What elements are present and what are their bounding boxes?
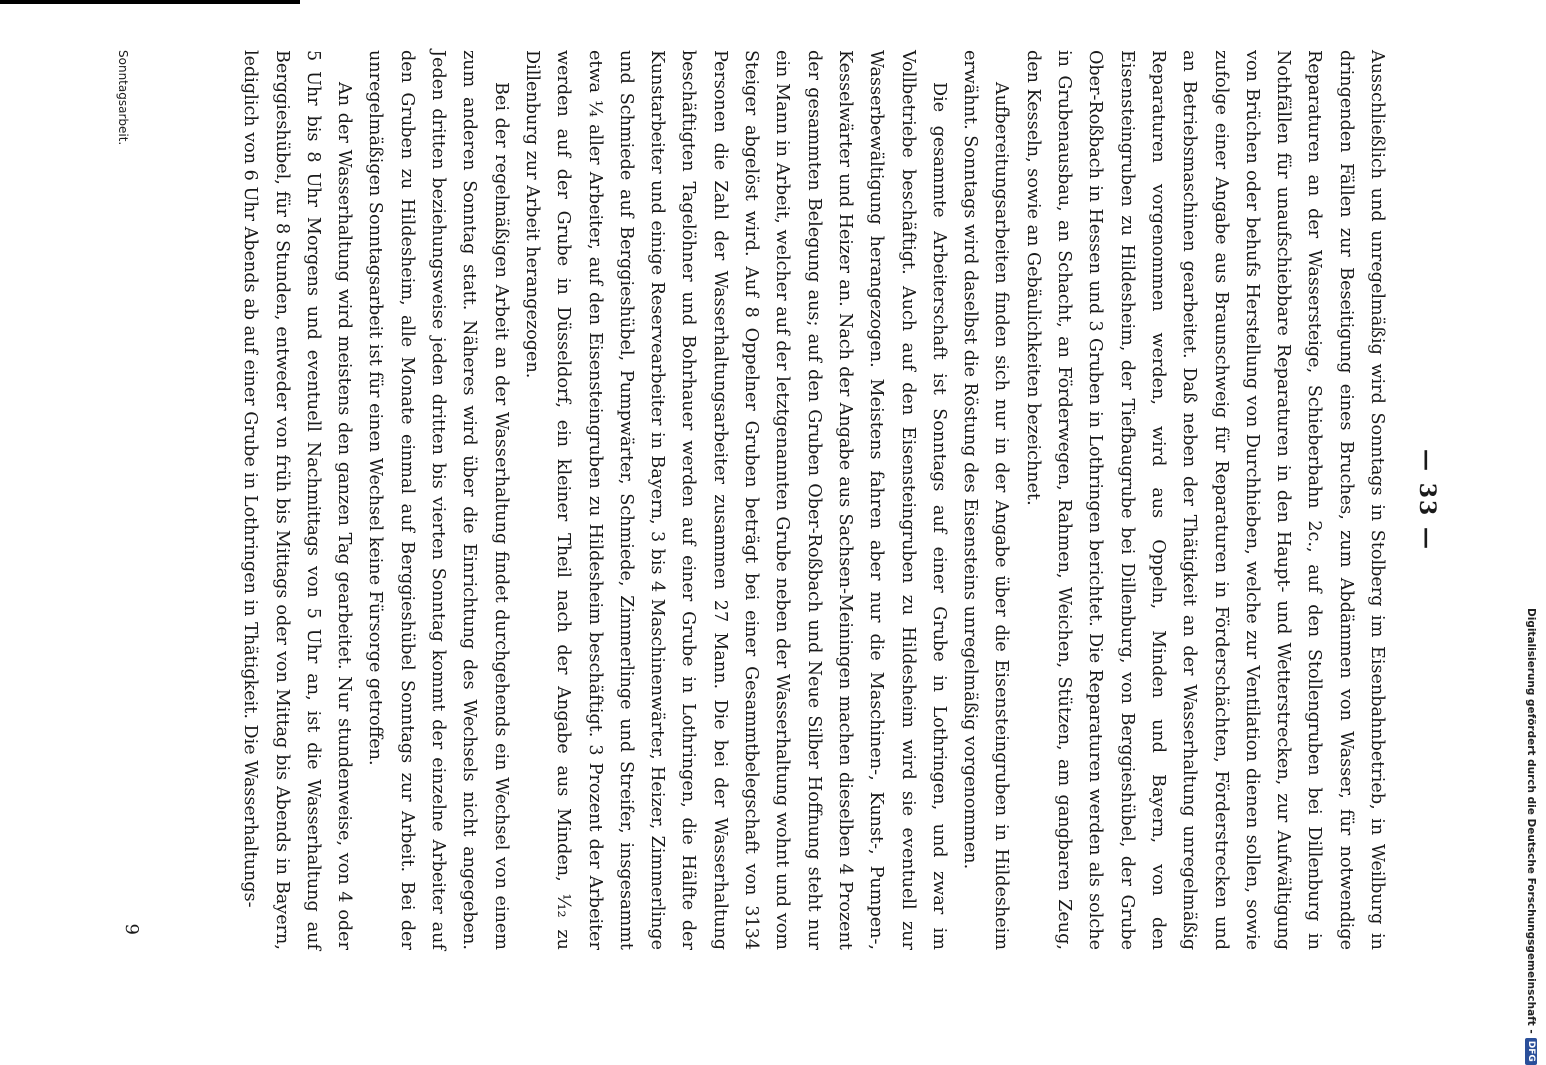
page-body: [234, 50, 1392, 950]
credit-text: Digitalisierung gefördert durch die Deutsche Forschungsgemeinschaft -: [1525, 608, 1537, 1034]
rotated-page: [80, 25, 1460, 975]
paragraph: Aufbereitungsarbeiten finden sich nur in der Angabe über die Eisensteingruben in Hildesheim erwähnt. Sonntags wird daselbst die Röstung des Eisensteins unregelmäßig vorgenommen.: [960, 50, 1012, 950]
digitization-credit: [1525, 608, 1537, 1065]
signature-mark: Sonntagsarbeit.: [116, 50, 130, 146]
paragraph: An der Wasserhaltung wird meistens den ganzen Tag gearbeitet. Nur stundenweise, von 4 oder 5 Uhr bis 8 Uhr Morgens und eventuell Nachmittags von 5 Uhr an, ist die Wasserhaltung auf Berggieshübel, für 8 Stunden, entweder von früh bis Mittags oder von Mittag bis Abends in Bayern, lediglich von 6 Uhr Abends ab auf einer Grube in Lothringen in Thätigkeit. Die Wasserhaltungs-: [240, 50, 355, 950]
page-number: — 33 —: [1414, 449, 1440, 551]
scan-border: [0, 0, 300, 4]
paragraph: Ausschließlich und unregelmäßig wird Sonntags in Stolberg im Eisenbahnbetrieb, in Weilburg in dringenden Fällen zur Beseitigung eines Bruches, zum Abdämmen von Wasser, für notwendige Reparaturen an der Wassersteige, Schieberbahn 2c., auf den Stollengruben bei Dillenburg in Nothfällen für unaufschiebbare Reparaturen in den Haupt- und Wetterstrecken, zur Aufwältigung von Brüchen oder behufs Herstellung von Durchhieben, welche zur Ventilation dienen sollen, sowie zufolge einer Angabe aus Braunschweig für Reparaturen in Förderschächten, Förderstrecken und an Betriebsmaschinen gearbeitet. Daß neben der Thätigkeit an der Wasserhaltung unregelmäßig Reparaturen vorgenommen werden, wird aus Oppeln, Minden und Bayern, von den Eisensteingruben zu Hildesheim, der Tiefbaugrube bei Dillenburg, von Berggieshübel, der Grube Ober-Roßbach in Hessen und 3 Gruben in Lothringen berichtet. Die Reparaturen werden als solche in Grubenausbau, an Schacht, an Förderwegen, Rahmen, Weichen, Stützen, am gangbaren Zeug, den Kesseln, sowie an Gebäulichkeiten bezeichnet.: [1022, 50, 1387, 950]
paragraph: Bei der regelmäßigen Arbeit an der Wasserhaltung findet durchgehends ein Wechsel von einem zum anderen Sonntag statt. Näheres wird über die Einrichtung des Wechsels nicht angegeben. Jeden dritten beziehungsweise jeden dritten bis vierten Sonntag kommt der einzelne Arbeiter auf den Gruben zu Hildesheim, alle Monate einmal auf Berggieshübel Sonntags zur Arbeit. Bei der unregelmäßigen Sonntagsarbeit ist für einen Wechsel keine Fürsorge getroffen.: [365, 50, 511, 950]
sheet-number: 9: [121, 923, 142, 935]
dfg-logo-icon: DFG: [1525, 1038, 1537, 1065]
paragraph: Die gesammte Arbeiterschaft ist Sonntags auf einer Grube in Lothringen, und zwar im Vollbetriebe beschäftigt. Auch auf den Eisensteingruben zu Hildesheim wird sie eventuell zur Wasserbewältigung herangezogen. Meistens fahren aber nur die Maschinen-, Kunst-, Pumpen-, Kesselwärter und Heizer an. Nach der Angabe aus Sachsen-Meiningen machen dieselben 4 Prozent der gesammten Belegung aus; auf den Gruben Ober-Roßbach und Neue Silber Hoffnung steht nur ein Mann in Arbeit, welcher auf der letztgenannten Grube neben der Wasserhaltung wohnt und vom Steiger abgelöst wird. Auf 8 Oppelner Gruben beträgt bei einer Gesammtbelegschaft von 3134 Personen die Zahl der Wasserhaltungsarbeiter zusammen 27 Mann. Die bei der Wasserhaltung beschäftigten Tagelöhner und Bohrhauer werden auf einer Grube in Lothringen, die Hälfte der Kunstarbeiter und einige Reservearbeiter in Bayern, 3 bis 4 Maschinenwärter, Heizer, Zimmerlinge und Schmiede auf Berggieshübel, Pumpwärter, Schmiede, Zimmerlinge und Streifer, insgesammt etwa ¼ aller Arbeiter, auf den Eisensteingruben zu Hildesheim beschäftigt. 3 Prozent der Arbeiter werden auf der Grube in Düsseldorf, ein kleiner Theil nach der Angabe aus Minden, ¹⁄₁₂ zu Dillenburg zur Arbeit herangezogen.: [521, 50, 949, 950]
